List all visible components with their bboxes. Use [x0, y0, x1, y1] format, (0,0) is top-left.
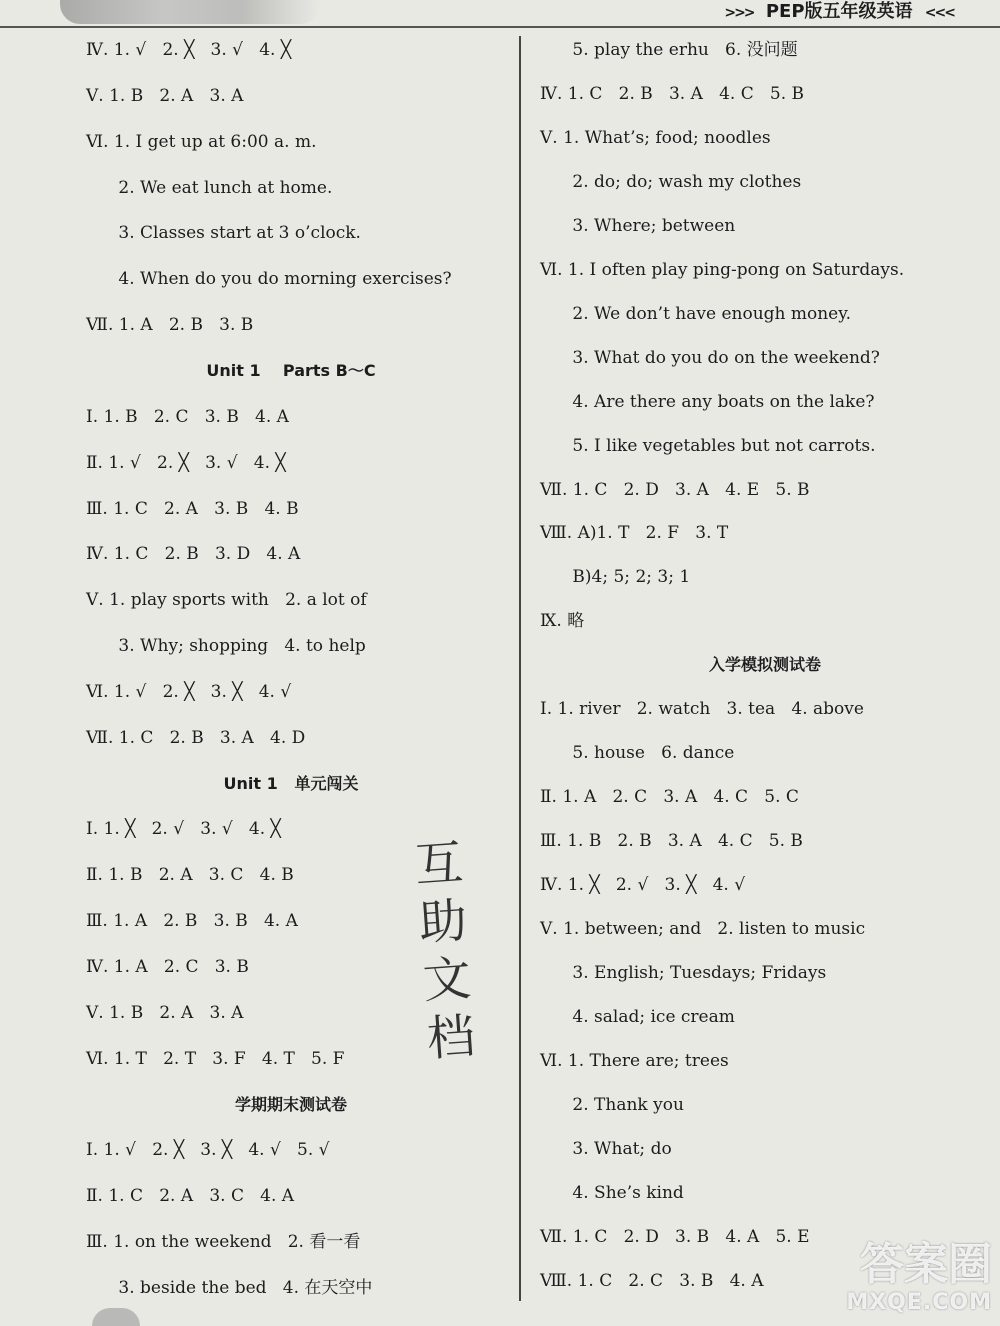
- answer-line: B)4; 5; 2; 3; 1: [540, 567, 691, 588]
- answer-line: Ⅵ. 1. I get up at 6:00 a. m.: [86, 131, 317, 152]
- header-title-block: [718, 0, 960, 24]
- site-watermark: [792, 1240, 992, 1320]
- answer-line: Ⅳ. 1. A 2. C 3. B: [86, 957, 249, 977]
- handwritten-char: 互: [413, 834, 465, 894]
- handwritten-char: 档: [425, 1008, 477, 1068]
- answer-line: Ⅲ. 1. on the weekend 2. 看一看: [86, 1232, 361, 1253]
- section-title: 入学模拟测试卷: [708, 655, 821, 675]
- answer-line: 4. salad; ice cream: [540, 1006, 735, 1027]
- answer-line: Ⅱ. 1. √ 2. ╳ 3. √ 4. ╳: [86, 452, 286, 473]
- answer-line: 5. I like vegetables but not carrots.: [540, 435, 876, 456]
- answer-line: Ⅲ. 1. C 2. A 3. B 4. B: [86, 498, 299, 519]
- answer-line: Ⅵ. 1. T 2. T 3. F 4. T 5. F: [86, 1048, 345, 1069]
- answer-line: Ⅵ. 1. There are; trees: [540, 1050, 729, 1071]
- answer-line: Ⅷ. A)1. T 2. F 3. T: [540, 523, 729, 544]
- section-title: 学期期末测试卷: [234, 1094, 347, 1114]
- answer-line: Ⅴ. 1. B 2. A 3. A: [86, 1002, 244, 1023]
- answer-line: Ⅴ. 1. play sports with 2. a lot of: [86, 590, 367, 611]
- answer-line: Ⅴ. 1. B 2. A 3. A: [86, 85, 244, 106]
- column-divider: [519, 36, 521, 1301]
- answer-line: Ⅶ. 1. C 2. B 3. A 4. D: [86, 727, 306, 748]
- answer-line: Ⅶ. 1. C 2. D 3. A 4. E 5. B: [540, 479, 810, 500]
- answer-line: Ⅰ. 1. √ 2. ╳ 3. ╳ 4. √ 5. √: [86, 1140, 330, 1161]
- page-title: PEP版五年级英语: [765, 1, 913, 22]
- watermark-url: MXQE.COM: [846, 1290, 992, 1315]
- answer-line: 3. beside the bed 4. 在天空中: [86, 1277, 373, 1298]
- answer-line: Ⅱ. 1. B 2. A 3. C 4. B: [86, 865, 294, 886]
- answer-line: Ⅸ. 略: [540, 611, 585, 632]
- answer-line: Ⅰ. 1. B 2. C 3. B 4. A: [86, 406, 289, 427]
- answer-line: Ⅳ. 1. C 2. B 3. D 4. A: [86, 544, 301, 565]
- answer-line: Ⅰ. 1. ╳ 2. √ 3. √ 4. ╳: [86, 819, 281, 840]
- footer-decoration: [92, 1308, 140, 1326]
- watermark-logo-text: 答案圈: [860, 1239, 992, 1290]
- answer-line: 3. Why; shopping 4. to help: [86, 636, 366, 657]
- header-left-arrows: >>>: [724, 5, 754, 21]
- answer-line: Ⅱ. 1. C 2. A 3. C 4. A: [86, 1186, 295, 1207]
- handwritten-char: 助: [417, 892, 469, 952]
- header-logo: [60, 0, 320, 24]
- answer-line: 2. Thank you: [540, 1094, 684, 1115]
- answer-line: 2. do; do; wash my clothes: [540, 171, 802, 192]
- answer-line: 3. Classes start at 3 o’clock.: [86, 223, 361, 244]
- answer-line: 5. house 6. dance: [540, 743, 735, 764]
- answer-line: 2. We don’t have enough money.: [540, 303, 851, 324]
- answer-line: Ⅵ. 1. √ 2. ╳ 3. ╳ 4. √: [86, 681, 292, 702]
- page-header: [0, 0, 1000, 28]
- answer-line: Ⅰ. 1. river 2. watch 3. tea 4. above: [540, 699, 864, 720]
- answer-line: 4. She’s kind: [540, 1182, 684, 1203]
- answer-line: 3. What do you do on the weekend?: [540, 347, 880, 368]
- answer-line: 3. English; Tuesdays; Fridays: [540, 962, 827, 983]
- answer-line: 4. Are there any boats on the lake?: [540, 391, 875, 412]
- answer-line: 5. play the erhu 6. 没问题: [540, 40, 798, 60]
- answer-line: Ⅳ. 1. ╳ 2. √ 3. ╳ 4. √: [540, 875, 746, 896]
- answer-line: Ⅲ. 1. B 2. B 3. A 4. C 5. B: [540, 831, 803, 852]
- answer-line: Ⅱ. 1. A 2. C 3. A 4. C 5. C: [540, 787, 799, 808]
- answer-line: Ⅳ. 1. C 2. B 3. A 4. C 5. B: [540, 83, 805, 104]
- answer-line: Ⅴ. 1. between; and 2. listen to music: [540, 919, 866, 939]
- answer-line: Ⅶ. 1. A 2. B 3. B: [86, 315, 254, 336]
- answer-line: Ⅵ. 1. I often play ping-pong on Saturdays.: [540, 259, 905, 280]
- answer-line: 4. When do you do morning exercises?: [86, 269, 452, 290]
- answer-line: 2. We eat lunch at home.: [86, 177, 333, 198]
- answer-line: 3. What; do: [540, 1138, 672, 1159]
- answer-line: Ⅳ. 1. √ 2. ╳ 3. √ 4. ╳: [86, 40, 292, 60]
- header-right-arrows: <<<: [924, 5, 954, 21]
- answer-line: 3. Where; between: [540, 215, 736, 236]
- section-title: Unit 1 单元闯关: [223, 773, 359, 793]
- answer-line: Ⅷ. 1. C 2. C 3. B 4. A: [540, 1270, 764, 1291]
- answer-line: Ⅴ. 1. What’s; food; noodles: [540, 127, 771, 148]
- handwritten-note: [392, 832, 498, 1070]
- answer-line: Ⅲ. 1. A 2. B 3. B 4. A: [86, 911, 298, 932]
- answer-line: Ⅶ. 1. C 2. D 3. B 4. A 5. E: [540, 1226, 810, 1247]
- handwritten-char: 文: [421, 950, 473, 1010]
- section-title: Unit 1 Parts B～C: [206, 360, 376, 380]
